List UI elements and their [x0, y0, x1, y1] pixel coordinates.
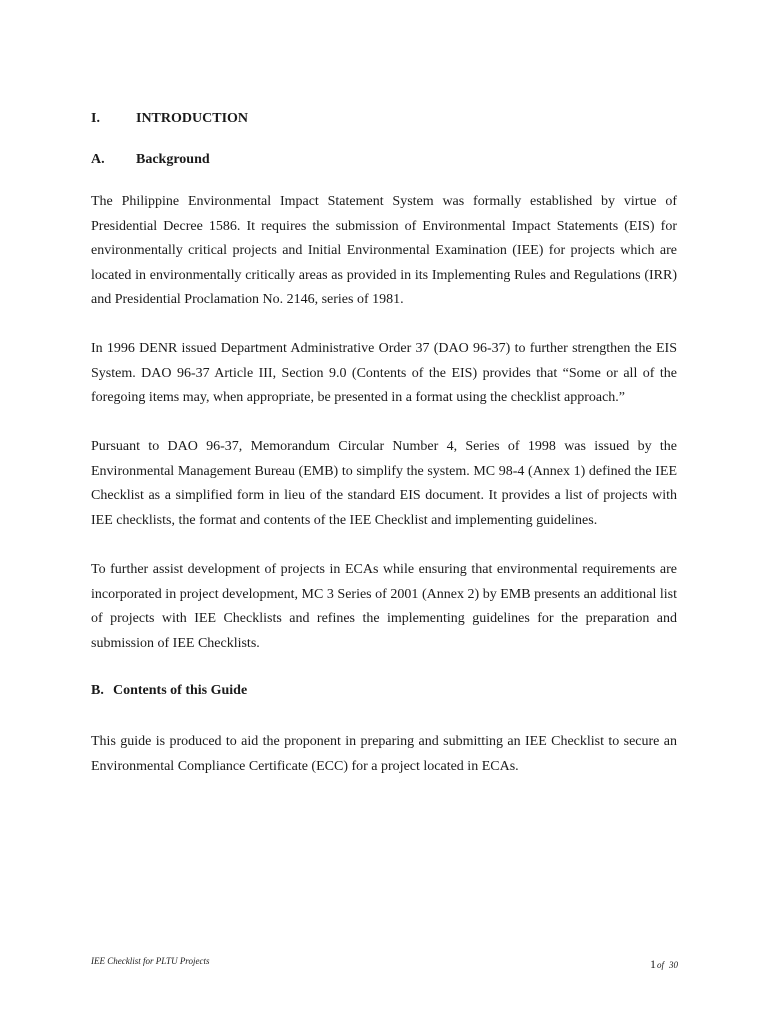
section-title: INTRODUCTION	[136, 111, 249, 126]
paragraph-eis-system: The Philippine Environmental Impact Statement System was formally established by virtue of Presidential Decree 1586. It requires the submission of Environmental Impact Statements (EIS) for environmentally critical projects and Initial Environmental Examination (IEE) for projects which are located in environmentally critically areas as provided in its Implementing Rules and Regulations (IRR) and Presidential Proclamation No. 2146, series of 1981.	[91, 194, 677, 307]
page-of-label: of	[656, 960, 664, 970]
footer-document-title: IEE Checklist for PLTU Projects	[91, 956, 210, 966]
section-number: I.	[91, 111, 100, 126]
section-heading-introduction	[91, 111, 248, 127]
footer-page-indicator	[650, 957, 678, 972]
section-title: Contents of this Guide	[113, 683, 248, 698]
page-number: 1	[649, 957, 656, 971]
section-heading-contents	[91, 683, 247, 699]
section-heading-background	[91, 152, 210, 168]
paragraph-mc-3-2001: To further assist development of projects in ECAs while ensuring that environmental requirements are incorporated in project development, MC 3 Series of 2001 (Annex 2) by EMB presents an additional list of projects with IEE Checklists and refines the implementing guidelines for the preparation and submission of IEE Checklists.	[91, 562, 677, 651]
page-total: 30	[669, 960, 678, 970]
paragraph-mc-98-4: Pursuant to DAO 96-37, Memorandum Circular Number 4, Series of 1998 was issued by the Environmental Management Bureau (EMB) to simplify the system. MC 98-4 (Annex 1) defined the IEE Checklist as a simplified form in lieu of the standard EIS document. It provides a list of projects with IEE checklists, the format and contents of the IEE Checklist and implementing guidelines.	[91, 439, 677, 528]
section-number: B.	[91, 683, 104, 698]
paragraph-guide-purpose: This guide is produced to aid the proponent in preparing and submitting an IEE Checklist to secure an Environmental Compliance Certificate (ECC) for a project located in ECAs.	[91, 734, 677, 774]
paragraph-dao-96-37: In 1996 DENR issued Department Administrative Order 37 (DAO 96-37) to further strengthen the EIS System. DAO 96-37 Article III, Section 9.0 (Contents of the EIS) provides that “Some or all of the foregoing items may, when appropriate, be presented in a format using the checklist approach.”	[91, 341, 677, 405]
section-number: A.	[91, 152, 105, 167]
section-title: Background	[136, 152, 210, 167]
